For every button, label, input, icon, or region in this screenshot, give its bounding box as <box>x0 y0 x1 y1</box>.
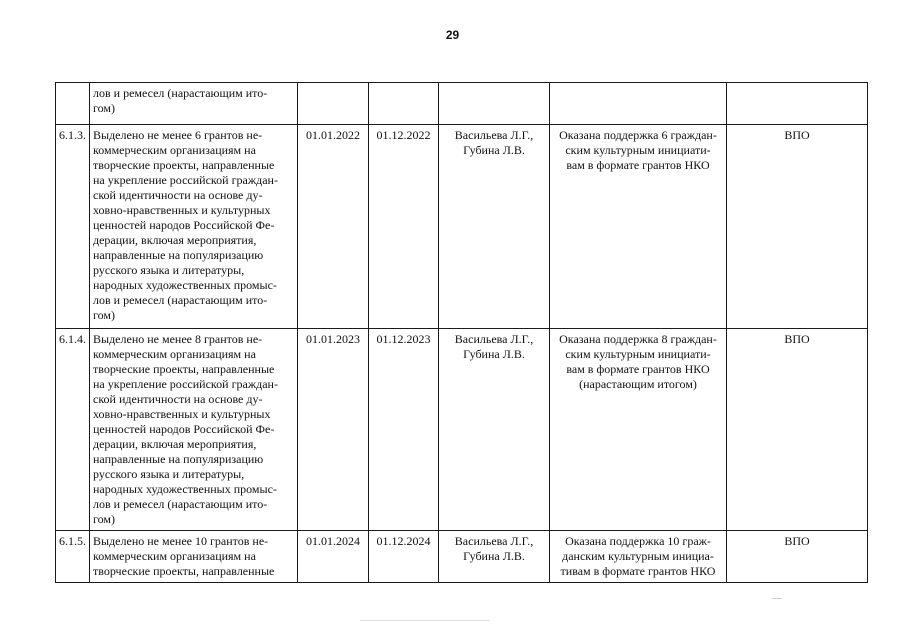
description-line: гом) <box>93 512 115 526</box>
end-date: 01.12.2023 <box>369 329 439 531</box>
responsible-cell <box>439 83 550 125</box>
description-line: гом) <box>93 101 115 115</box>
description-line: творческие проекты, направленные <box>93 158 275 172</box>
responsible-line: Губина Л.В. <box>463 347 525 361</box>
description-line: гом) <box>93 308 115 322</box>
description-line: ховно-нравственных и культурных <box>93 407 271 421</box>
description-line: русского языка и литературы, <box>93 467 245 481</box>
result-line: Оказана поддержка 6 граждан- <box>559 128 717 142</box>
description-line: творческие проекты, направленные <box>93 564 275 578</box>
responsible-line: Губина Л.В. <box>463 549 525 563</box>
description-line: ской идентичности на основе ду- <box>93 188 263 202</box>
scan-speck <box>772 598 782 599</box>
table-row-continuation <box>56 83 868 125</box>
description-line: на укрепление российской граждан- <box>93 377 278 391</box>
description-line: народных художественных промыс- <box>93 278 277 292</box>
plan-table <box>55 82 868 583</box>
end-date: 01.12.2024 <box>369 531 439 583</box>
result-line: ским культурным инициати- <box>565 143 711 157</box>
description-line: творческие проекты, направленные <box>93 362 275 376</box>
responsible-line: Васильева Л.Г., <box>454 128 534 142</box>
description-line: лов и ремесел (нарастающим ито- <box>93 497 268 511</box>
start-date-cell <box>298 83 369 125</box>
description-line: народных художественных промыс- <box>93 482 277 496</box>
organization: ВПО <box>727 125 868 329</box>
result-cell <box>550 329 727 531</box>
organization: ВПО <box>727 329 868 531</box>
item-number-cell <box>56 83 90 125</box>
description-cell <box>90 83 298 125</box>
responsible-line: Васильева Л.Г., <box>454 534 534 548</box>
result-cell <box>550 83 727 125</box>
description-line: ховно-нравственных и культурных <box>93 203 271 217</box>
organization: ВПО <box>727 531 868 583</box>
description-line: русского языка и литературы, <box>93 263 245 277</box>
description-line: на укрепление российской граждан- <box>93 173 278 187</box>
description-line: Выделено не менее 8 грантов не- <box>93 332 263 346</box>
result-line: (нарастающим итогом) <box>579 377 697 391</box>
description-line: Выделено не менее 10 грантов не- <box>93 534 269 548</box>
description-cell <box>90 531 298 583</box>
responsible-cell <box>439 125 550 329</box>
responsible-cell <box>439 329 550 531</box>
description-line: ценностей народов Российской Фе- <box>93 218 275 232</box>
description-line: ской идентичности на основе ду- <box>93 392 263 406</box>
description-line: дерации, включая мероприятия, <box>93 437 257 451</box>
result-line: данским культурным инициа- <box>562 549 714 563</box>
page-number: 29 <box>445 28 460 42</box>
responsible-line: Васильева Л.Г., <box>454 332 534 346</box>
item-number: 6.1.4. <box>56 329 90 531</box>
organization-cell <box>727 83 868 125</box>
description-line: лов и ремесел (нарастающим ито- <box>93 293 268 307</box>
description-line: ценностей народов Российской Фе- <box>93 422 275 436</box>
description-line: коммерческим организациям на <box>93 549 256 563</box>
description-line: коммерческим организациям на <box>93 143 256 157</box>
end-date: 01.12.2022 <box>369 125 439 329</box>
description-line: дерации, включая мероприятия, <box>93 233 257 247</box>
responsible-line: Губина Л.В. <box>463 143 525 157</box>
result-cell <box>550 531 727 583</box>
description-line: направленные на популяризацию <box>93 452 264 466</box>
responsible-cell <box>439 531 550 583</box>
table-row <box>56 125 868 329</box>
description-line: коммерческим организациям на <box>93 347 256 361</box>
result-cell <box>550 125 727 329</box>
result-line: ским культурным инициати- <box>565 347 711 361</box>
description-cell <box>90 125 298 329</box>
item-number: 6.1.5. <box>56 531 90 583</box>
table-row <box>56 329 868 531</box>
description-cell <box>90 329 298 531</box>
result-line: вам в формате грантов НКО <box>566 158 710 172</box>
result-line: Оказана поддержка 10 граж- <box>565 534 711 548</box>
description-line: Выделено не менее 6 грантов не- <box>93 128 263 142</box>
end-date-cell <box>369 83 439 125</box>
start-date: 01.01.2023 <box>298 329 369 531</box>
description-line: лов и ремесел (нарастающим ито- <box>93 86 268 100</box>
result-line: тивам в формате грантов НКО <box>560 564 716 578</box>
table-row <box>56 531 868 583</box>
start-date: 01.01.2024 <box>298 531 369 583</box>
item-number: 6.1.3. <box>56 125 90 329</box>
scan-speck <box>360 620 490 621</box>
result-line: вам в формате грантов НКО <box>566 362 710 376</box>
description-line: направленные на популяризацию <box>93 248 264 262</box>
start-date: 01.01.2022 <box>298 125 369 329</box>
result-line: Оказана поддержка 8 граждан- <box>559 332 717 346</box>
